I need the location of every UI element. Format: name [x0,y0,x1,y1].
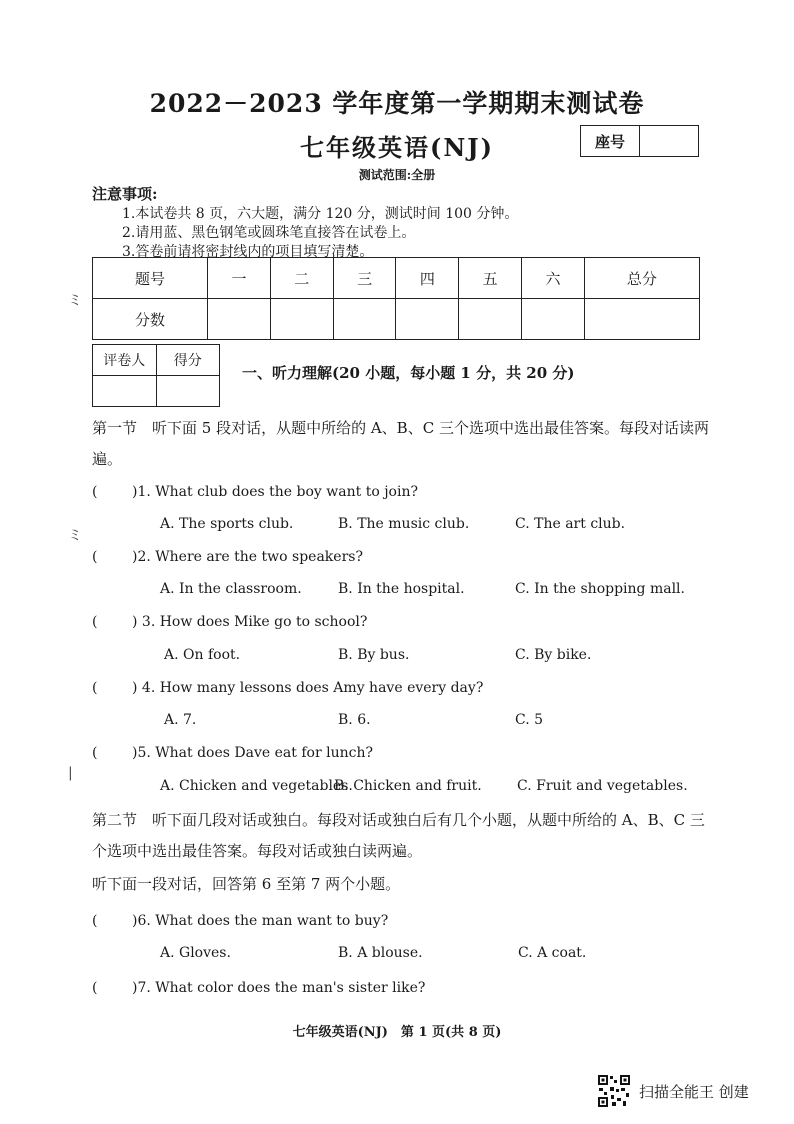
exam-subtitle: 七年级英语(NJ) [299,133,494,162]
question-5 [92,745,373,761]
option-a: A. Gloves. [160,945,231,961]
question-7 [92,980,425,996]
score-table-cell: 题号 [93,258,208,299]
question-6 [92,913,388,929]
score-cell [156,376,220,407]
score-table-score-row [93,299,700,340]
score-table-cell: 总分 [584,258,699,299]
score-cell [459,299,522,340]
score-table-cell: 二 [270,258,333,299]
scanner-watermark [597,1074,749,1108]
option-b: B. Chicken and fruit. [334,778,482,794]
binding-mark: ミ [68,528,82,544]
note-item: 1.本试卷共 8 页，六大题，满分 120 分，测试时间 100 分钟。 [122,206,519,222]
section-heading: 一、听力理解(20 小题，每小题 1 分，共 20 分) [242,364,575,382]
exam-title: 2022－2023 学年度第一学期期末测试卷 [149,89,645,118]
grader-header: 评卷人 [93,345,157,376]
seat-number-field [640,126,698,156]
answer-bracket: ( [92,913,98,929]
seat-number-box [580,125,699,157]
notes-title: 注意事项: [92,185,158,203]
option-c: C. 5 [515,712,544,728]
seat-label: 座号 [581,126,640,156]
grader-cell [93,376,157,407]
answer-bracket: ( [92,680,98,696]
score-cell [270,299,333,340]
option-b: B. A blouse. [338,945,423,961]
note-item: 3.答卷前请将密封线内的项目填写清楚。 [122,244,374,260]
option-b: B. In the hospital. [338,581,465,597]
question-text: )7. What color does the man's sister like? [132,980,426,996]
binding-mark: | [68,765,73,781]
qr-code-icon [597,1074,631,1108]
option-c: C. The art club. [515,516,626,532]
answer-bracket: ( [92,614,98,630]
answer-bracket: ( [92,549,98,565]
option-a: A. 7. [164,712,197,728]
question-text: )6. What does the man want to buy? [132,913,389,929]
question-text: )5. What does Dave eat for lunch? [132,745,373,761]
question-text: ) 4. How many lessons does Amy have every day? [132,680,484,696]
question-1 [92,484,418,500]
option-a: A. The sports club. [160,516,294,532]
answer-bracket: ( [92,745,98,761]
score-cell [584,299,699,340]
score-table-cell: 一 [208,258,271,299]
score-table-cell: 五 [459,258,522,299]
option-c: C. By bike. [515,647,592,663]
grader-table [92,344,220,407]
test-scope: 测试范围:全册 [358,168,436,182]
score-row-label: 分数 [93,299,208,340]
score-table-cell: 四 [396,258,459,299]
answer-bracket: ( [92,484,98,500]
page-footer: 七年级英语(NJ) 第 1 页(共 8 页) [292,1025,502,1040]
option-c: C. A coat. [518,945,587,961]
option-a: A. In the classroom. [160,581,302,597]
score-table-cell: 三 [333,258,396,299]
option-c: C. Fruit and vegetables. [517,778,688,794]
score-header: 得分 [156,345,220,376]
part2-instructions: 第二节 听下面几段对话或独白。每段对话或独白后有几个小题，从题中所给的 A、B、C 三个选项中选出最佳答案。每段对话或独白读两遍。 [92,811,705,860]
score-table-cell: 六 [522,258,585,299]
answer-bracket: ( [92,980,98,996]
option-a: A. On foot. [164,647,241,663]
score-cell [396,299,459,340]
option-b: B. The music club. [338,516,470,532]
score-cell [522,299,585,340]
question-4 [92,680,483,696]
question-3 [92,614,367,630]
score-table [92,257,700,340]
binding-mark: ミ [68,293,82,309]
question-2 [92,549,363,565]
score-table-header-row [93,258,700,299]
option-c: C. In the shopping mall. [515,581,685,597]
part2-sub-instructions: 听下面一段对话，回答第 6 至第 7 两个小题。 [92,875,401,893]
scanner-watermark-text: 扫描全能王 创建 [639,1082,749,1101]
question-text: )2. Where are the two speakers? [132,549,363,565]
question-text: )1. What club does the boy want to join? [132,484,418,500]
option-b: B. 6. [338,712,371,728]
score-cell [208,299,271,340]
note-item: 2.请用蓝、黑色钢笔或圆珠笔直接答在试卷上。 [122,225,416,241]
part1-instructions: 第一节 听下面 5 段对话，从题中所给的 A、B、C 三个选项中选出最佳答案。每段对话读两遍。 [92,419,709,468]
option-b: B. By bus. [338,647,410,663]
question-text: ) 3. How does Mike go to school? [132,614,368,630]
score-cell [333,299,396,340]
option-a: A. Chicken and vegetables. [160,778,353,794]
